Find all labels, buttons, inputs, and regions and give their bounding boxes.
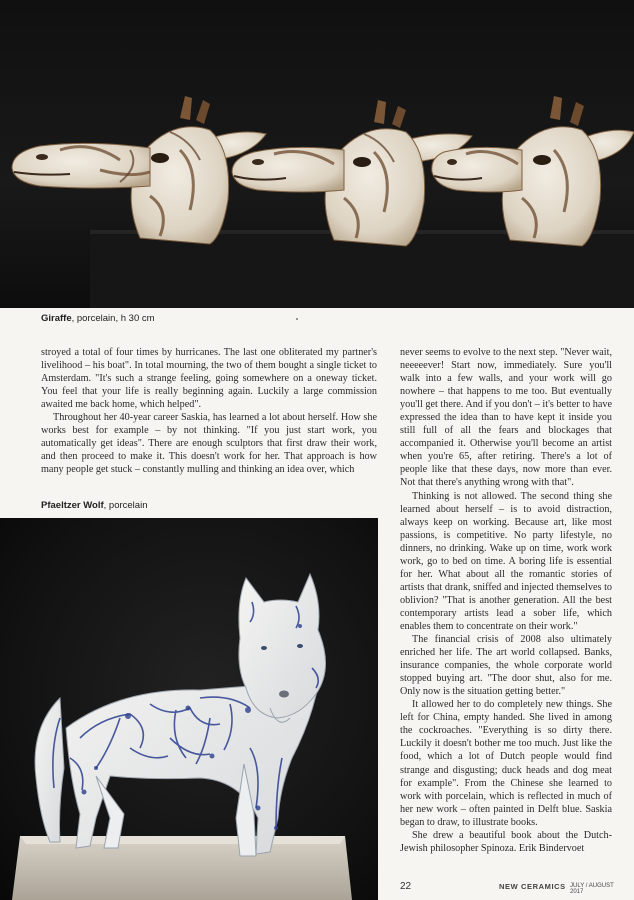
wolf-caption [41,500,147,511]
page-footer [400,881,618,895]
left-text-column [41,346,377,476]
right-paragraph-1: never seems to evolve to the next step. "Never wait, neeeeever! Start now, immediately. Sure you'll walk into a few walls, and your work will go nowhere – that happens to me too. But eventually you'll get there. And if you don't – it's better to have expressed the idea than to have kept it inside you still full of all the fears and blockages that accompanied it. Otherwise you'll become an artist when you're 65, after retiring. There's a lot of people like that these days, now more than ever. Not that there's anything wrong with that". [400,347,612,489]
left-paragraph-2: Throughout her 40-year career Saskia, has learned a lot about herself. How she works best for example – by not thinking. "If you just start work, you automatically get ideas". There are enough sculptors that first draw their work, and then proceed to make it. This doesn't work for her. That approach is how many people get stuck – constantly mulling and thinking an idea over, which [41,412,377,476]
magazine-name: NEW CERAMICS [499,882,566,891]
print-speck [296,318,298,320]
giraffe-head-3 [432,96,634,246]
issue-date: JULY / AUGUST 2017 [570,883,614,895]
left-paragraph-1: stroyed a total of four times by hurricanes. The last one obliterated my partner's livelihood – his boat". In total mourning, the two of them bought a single ticket to Amsterdam. "It's such a strange feeling, going somewhere on a oneway ticket. You feel that your life is really beginning again. Luckily a large commission awaited me back home, which helped". [41,347,377,411]
wolf-sculpture-illustration [0,518,378,900]
giraffe-caption-title: Giraffe [41,313,72,324]
right-text-column [400,346,612,855]
giraffe-photo [0,0,634,308]
right-paragraph-2: Thinking is not allowed. The second thing she learned about herself – is to avoid distraction, always keep on working. Because art, like most passions, is competitive. No party lifestyle, no dinners, no drinking. Wake up on time, work work work, go to bed on time. A boring life is essential for her. What about all the romantic stories of artists that drank, sniffed and injected themselves to oblivion? "That is another generation. All the best contemporary artists lead a sober life, which enables them to concentrate on their work." [400,490,612,632]
right-paragraph-3: The financial crisis of 2008 also ultimately enriched her life. The art world collapsed. Banks, insurance companies, the whole corporate world stopped buying art. "The door shut, also for me. Only now is the situation getting better." [400,634,612,698]
page-number: 22 [400,881,412,892]
giraffe-caption [41,313,155,324]
right-paragraph-5: She drew a beautiful book about the Dutch-Jewish philosopher Spinoza. Erik Bindervoet [400,829,612,854]
wolf-photo [0,518,378,900]
giraffe-caption-detail: , porcelain, h 30 cm [71,313,155,324]
stone-base [12,836,352,900]
right-paragraph-4: It allowed her to do completely new things. She left for China, empty handed. She lived in among the cockroaches. "Everything is so dirty there. Luckily it doesn't bother me too much. Just like the food, which a lot of Dutch people would find strange and disgusting; duck heads and dog meat for example". From the Chinese she learned to work with porcelain, which is reflected in much of her new work – often painted in Delft blue. Saskia began to draw, to illustrate books. [400,699,612,828]
giraffe-heads-illustration [0,0,634,308]
giraffe-head-1 [12,96,266,244]
wolf-caption-detail: , porcelain [103,500,148,511]
wolf-sculpture [35,574,326,856]
wolf-caption-title: Pfaeltzer Wolf [41,500,104,511]
